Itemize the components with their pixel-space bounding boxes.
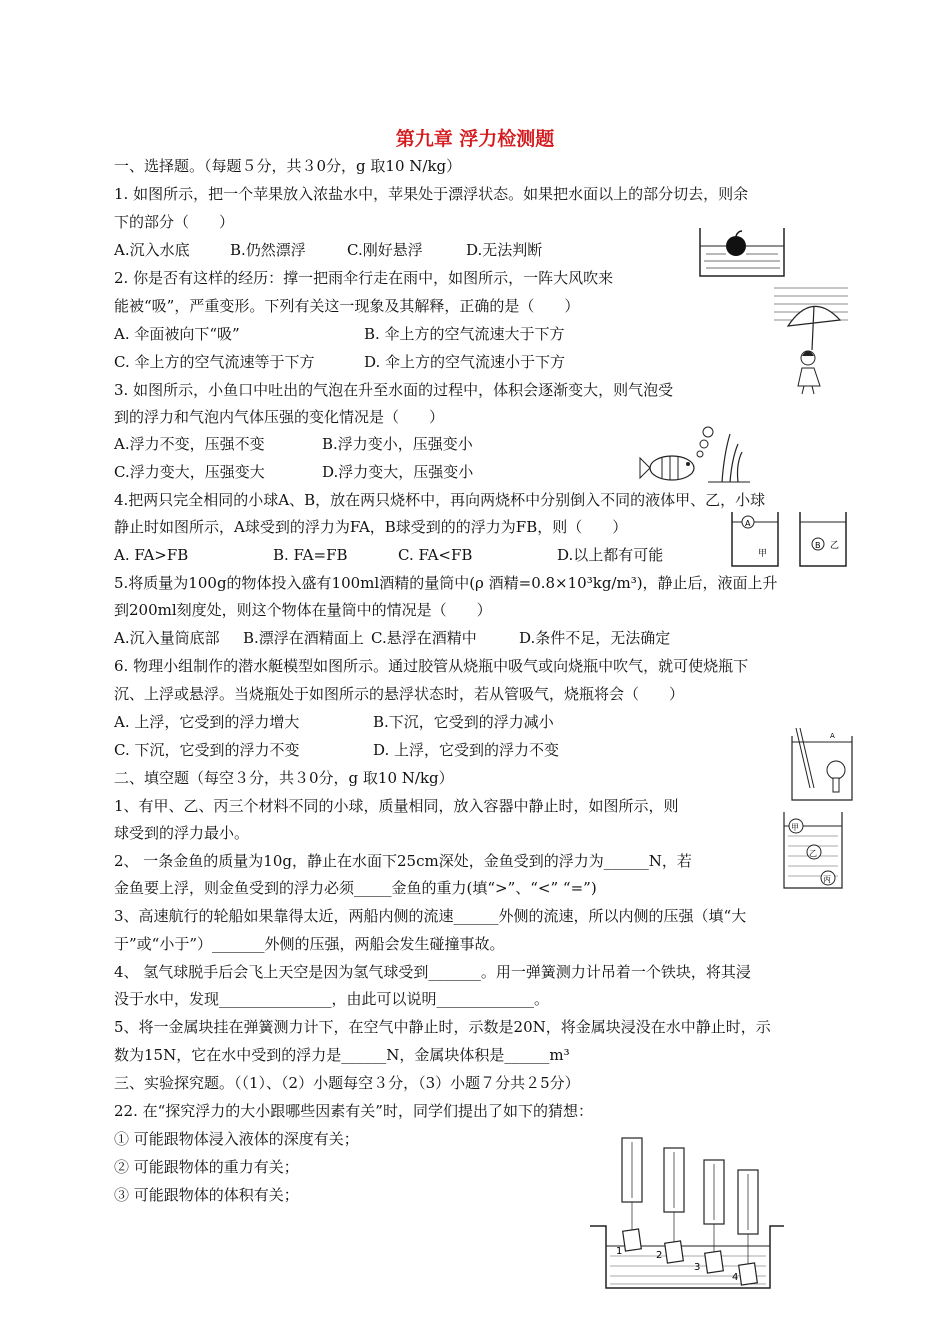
q3-line1: 3. 如图所示，小鱼口中吐出的气泡在升至水面的过程中，体积会逐渐变大，则气泡受: [114, 381, 674, 399]
scale-1-label: 1: [616, 1246, 623, 1257]
q6-option-d: D. 上浮，它受到的浮力不变: [373, 741, 560, 759]
q6-option-a: A. 上浮，它受到的浮力增大: [114, 713, 300, 731]
section3-heading: 三、实验探究题。（（1）、（2）小题每空３分，（3）小题７分共２5分）: [114, 1074, 580, 1092]
q4-line1: 4.把两只完全相同的小球A、B，放在两只烧杯中，再向两烧杯中分别倒入不同的液体甲、乙，小球: [114, 491, 766, 509]
q1-line1: 1. 如图所示，把一个苹果放入浓盐水中，苹果处于漂浮状态。如果把水面以上的部分切去，则余: [114, 185, 749, 203]
page-title: 第九章 浮力检测题: [395, 128, 555, 150]
q5-option-c: C.悬浮在酒精中: [371, 629, 477, 647]
q4-option-c: C. FA<FB: [398, 546, 473, 564]
q2-option-c: C. 伞上方的空气流速等于下方: [114, 353, 315, 371]
fill-q5-line1: 5、将一金属块挂在弹簧测力计下，在空气中静止时，示数是20N，将金属块浸没在水中静止时，示: [114, 1018, 771, 1036]
three-balls-figure: [782, 810, 846, 890]
fill-q4-line2: 没于水中，发现_______________，由此可以说明_____________。: [114, 990, 550, 1008]
q6-option-b: B.下沉，它受到的浮力减小: [373, 713, 554, 731]
spring-scale-experiment-figure: [586, 1134, 786, 1292]
water-level-label: A: [830, 732, 835, 740]
q5-option-a: A.沉入量筒底部: [114, 629, 220, 647]
q4-option-d: D.以上都有可能: [557, 546, 664, 564]
guess-3: ③ 可能跟物体的体积有关；: [114, 1186, 299, 1204]
q3-option-b: B.浮力变小，压强变小: [322, 435, 473, 453]
fill-q5-line2: 数为15N，它在水中受到的浮力是______N，金属块体积是______m³: [114, 1046, 570, 1064]
q3-option-c: C.浮力变大，压强变大: [114, 463, 265, 481]
fill-q3-line2: 于”或“小于”）_______外侧的压强，两船会发生碰撞事故。: [114, 935, 505, 953]
q6-line2: 沉、上浮或悬浮。当烧瓶处于如图所示的悬浮状态时，若从管吸气，烧瓶将会（ ）: [114, 685, 685, 703]
fish-bubbles-figure: [638, 424, 750, 486]
q3-line2: 到的浮力和气泡内气体压强的变化情况是（ ）: [114, 408, 445, 426]
q1-option-d: D.无法判断: [466, 241, 543, 259]
guess-2: ② 可能跟物体的重力有关；: [114, 1158, 299, 1176]
q5-option-d: D.条件不足，无法确定: [519, 629, 671, 647]
ball-bing-label: 丙: [823, 875, 831, 884]
q4-option-b: B. FA=FB: [273, 546, 348, 564]
q4-option-a: A. FA>FB: [114, 546, 189, 564]
q1-option-c: C.刚好悬浮: [347, 241, 423, 259]
scale-3-label: 3: [694, 1262, 701, 1273]
scale-2-label: 2: [656, 1250, 663, 1261]
ball-jia-label: 甲: [791, 823, 799, 832]
liquid-jia-label: 甲: [758, 549, 768, 559]
apple-in-brine-figure: [696, 224, 788, 280]
ball-yi-label: 乙: [809, 849, 817, 858]
ball-b-label: B: [815, 541, 821, 550]
q2-option-d: D. 伞上方的空气流速小于下方: [364, 353, 566, 371]
q5-line1: 5.将质量为100g的物体投入盛有100ml酒精的量筒中(ρ 酒精=0.8×10³kg/m³)，静止后，液面上升: [114, 574, 778, 592]
q6-option-c: C. 下沉，它受到的浮力不变: [114, 741, 300, 759]
q2-option-a: A. 伞面被向下“吸”: [114, 325, 240, 343]
q1-option-a: A.沉入水底: [114, 241, 190, 259]
ball-a-label: A: [745, 519, 751, 528]
fill-q4-line1: 4、 氢气球脱手后会飞上天空是因为氢气球受到_______。用一弹簧测力计吊着一个铁块，将其浸: [114, 963, 751, 981]
q3-option-d: D.浮力变大，压强变小: [322, 463, 474, 481]
submarine-model-figure: [790, 728, 856, 802]
section1-heading: 一、选择题。（每题５分，共３0分，g 取10 N/kg）: [114, 157, 462, 175]
experiment-intro: 22. 在“探究浮力的大小跟哪些因素有关”时，同学们提出了如下的猜想：: [114, 1102, 593, 1120]
fill-q2-line1: 2、 一条金鱼的质量为10g，静止在水面下25cm深处，金鱼受到的浮力为______N，若: [114, 852, 692, 870]
q4-line2: 静止时如图所示，A球受到的浮力为FA，B球受到的的浮力为FB，则（ ）: [114, 518, 628, 536]
q6-line1: 6. 物理小组制作的潜水艇模型如图所示。通过胶管从烧瓶中吸气或向烧瓶中吹气，就可使烧瓶下: [114, 657, 749, 675]
guess-1: ① 可能跟物体浸入液体的深度有关；: [114, 1130, 359, 1148]
fill-q3-line1: 3、高速航行的轮船如果靠得太近，两船内侧的流速______外侧的流速，所以内侧的压强（填“大: [114, 907, 747, 925]
fill-q1-line2: 球受到的浮力最小。: [114, 824, 250, 842]
q1-line2: 下的部分（ ）: [114, 213, 235, 231]
scale-4-label: 4: [732, 1272, 739, 1283]
q2-option-b: B. 伞上方的空气流速大于下方: [364, 325, 565, 343]
fill-q1-line1: 1、有甲、乙、丙三个材料不同的小球，质量相同，放入容器中静止时，如图所示，则: [114, 797, 679, 815]
q2-line1: 2. 你是否有这样的经历：撑一把雨伞行走在雨中，如图所示，一阵大风吹来: [114, 269, 614, 287]
q3-option-a: A.浮力不变，压强不变: [114, 435, 265, 453]
q1-option-b: B.仍然漂浮: [230, 241, 306, 259]
q5-line2: 到200ml刻度处，则这个物体在量筒中的情况是（ ）: [114, 601, 492, 619]
fill-q2-line2: 金鱼要上浮，则金鱼受到的浮力必须_____金鱼的重力(填“>”、“<” “=”): [114, 879, 597, 897]
q2-line2: 能被“吸”，严重变形。下列有关这一现象及其解释，正确的是（ ）: [114, 297, 580, 315]
umbrella-figure: [772, 284, 850, 396]
q5-option-b: B.漂浮在酒精面上: [243, 629, 364, 647]
section2-heading: 二、填空题（每空３分，共３0分，g 取10 N/kg）: [114, 769, 454, 787]
two-beakers-figure: [728, 508, 852, 570]
liquid-yi-label: 乙: [830, 541, 840, 551]
